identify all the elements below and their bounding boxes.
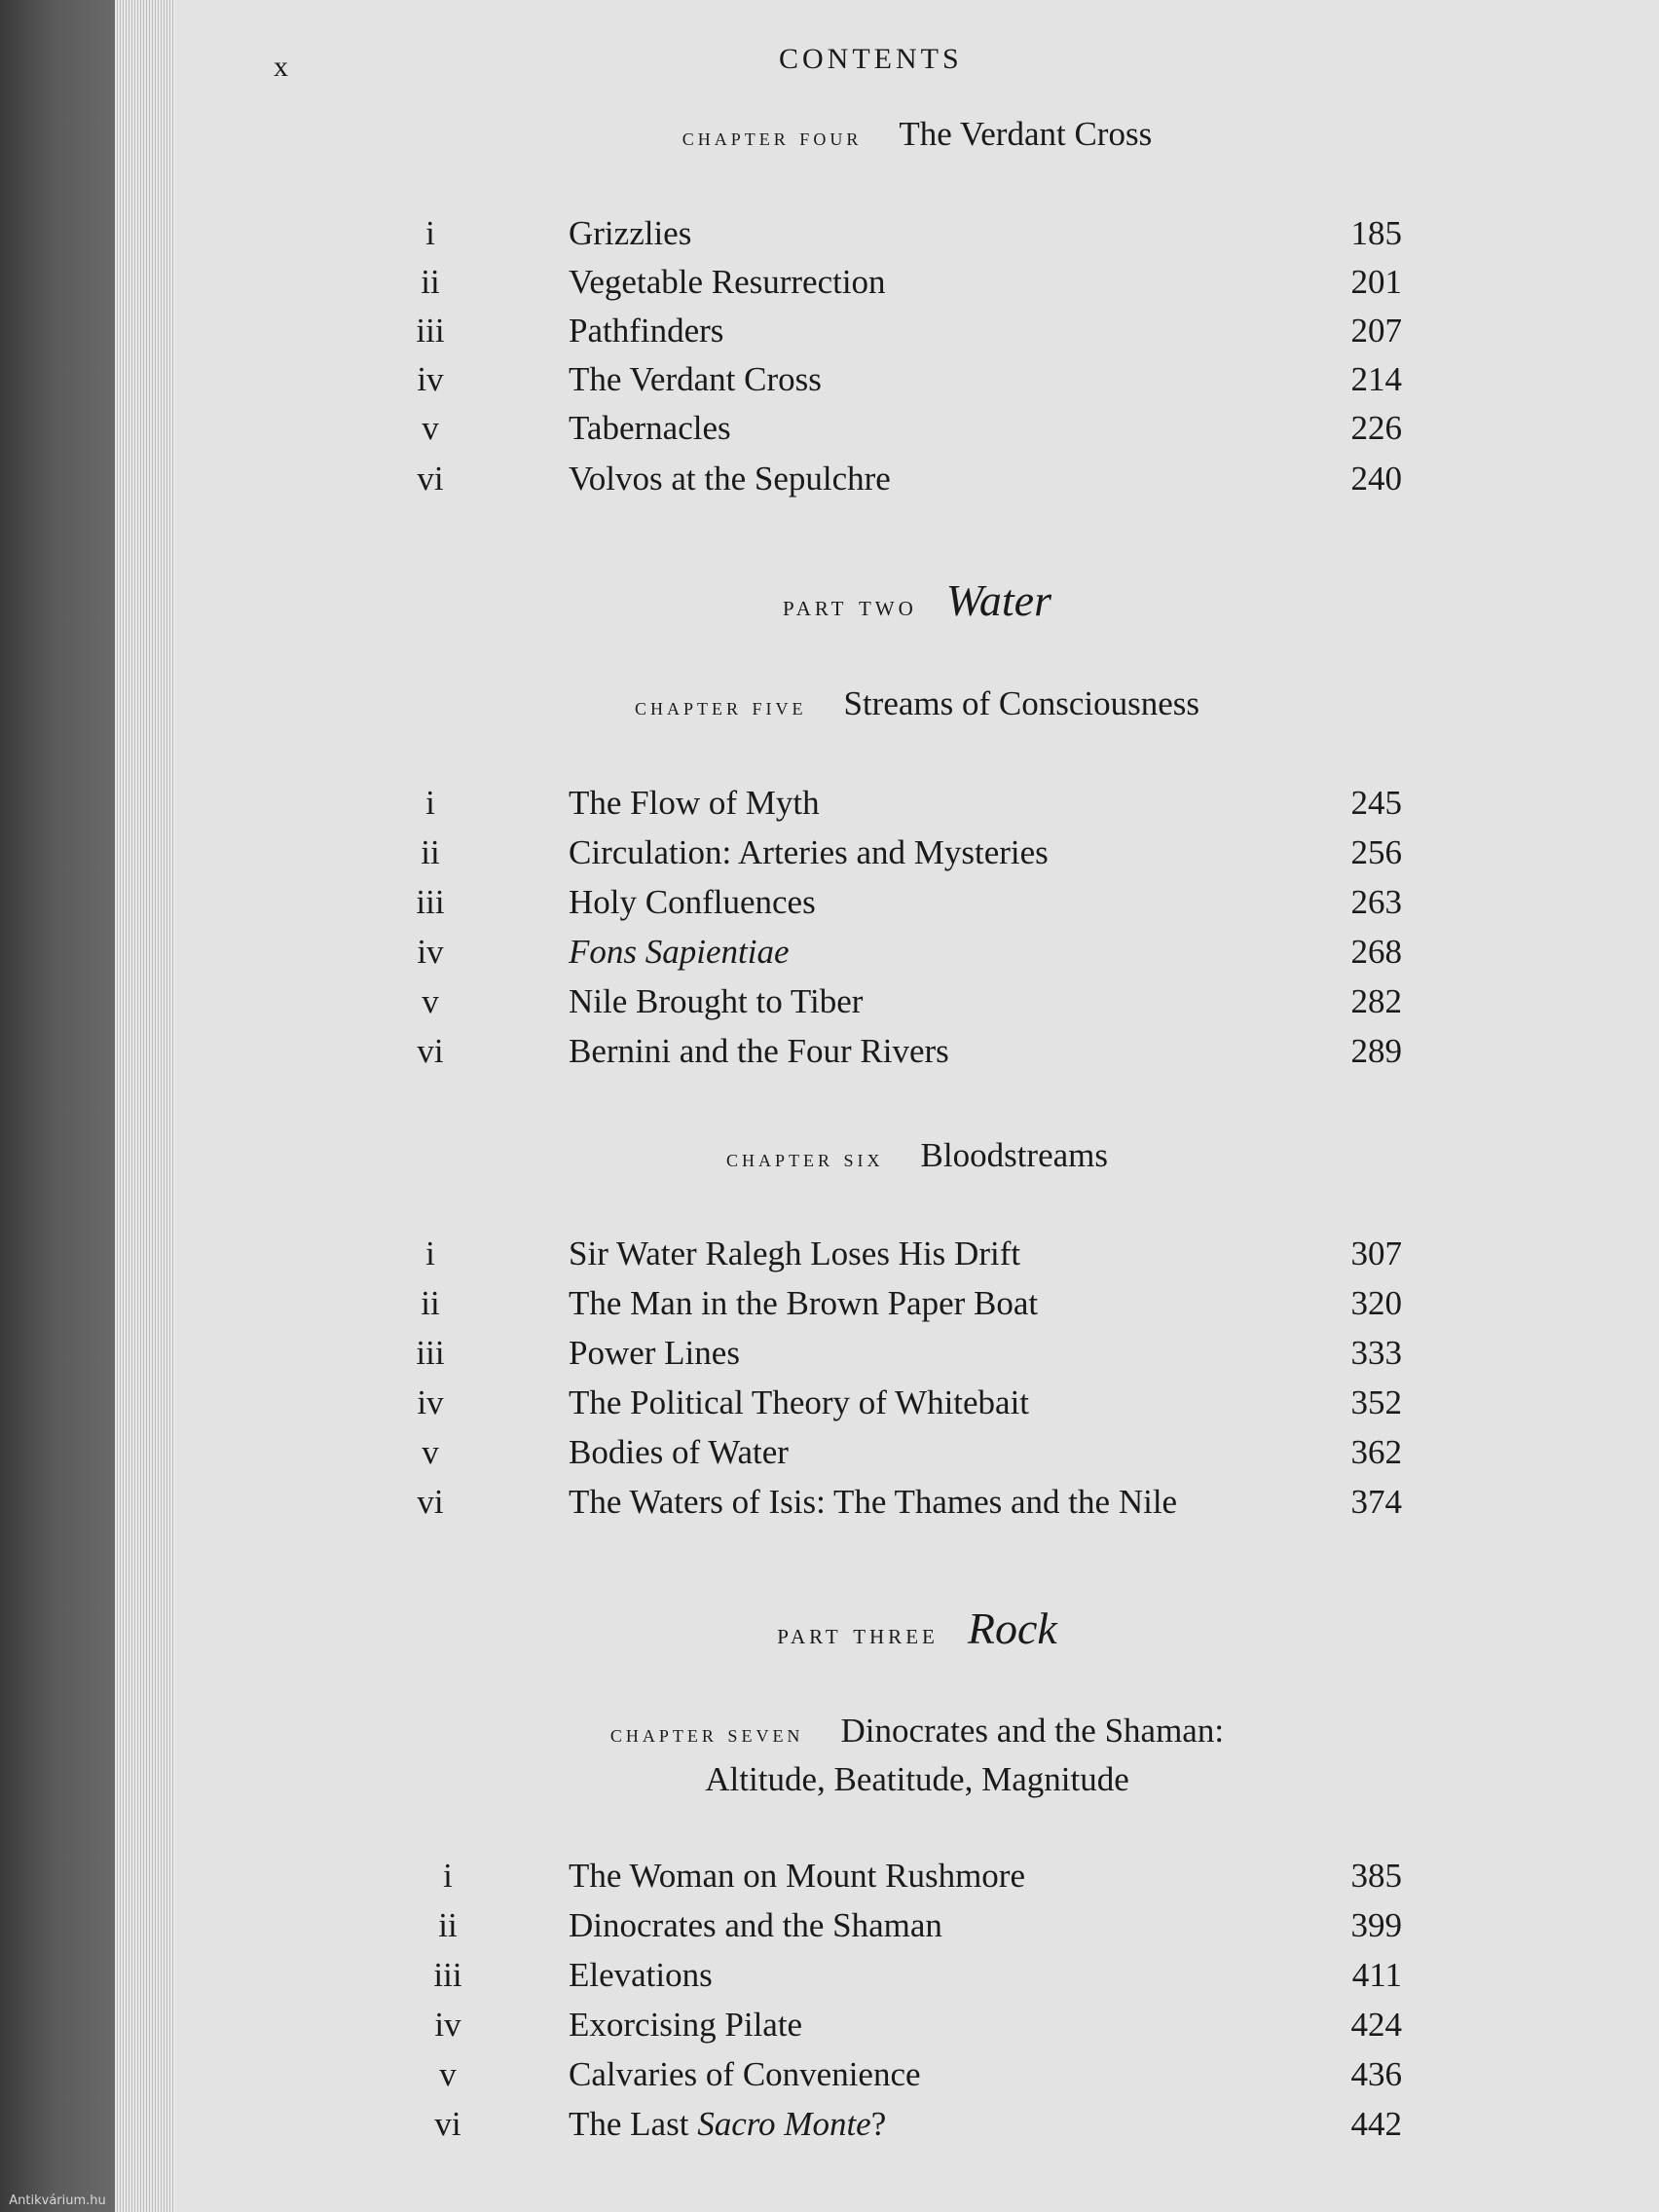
entry-page: 185 (1350, 214, 1402, 252)
entry-page: 399 (1350, 1906, 1402, 1944)
toc-entry (175, 1032, 1659, 1079)
toc-entry (175, 1483, 1659, 1530)
entry-number: i (425, 1235, 435, 1272)
entry-number: vi (417, 1032, 444, 1070)
entry-number: iii (416, 883, 445, 921)
entry-title (569, 2105, 886, 2144)
toc-entry (175, 312, 1659, 358)
entry-title: Volvos at the Sepulchre (569, 460, 891, 498)
entry-title: Holy Confluences (569, 883, 816, 921)
toc-entry (175, 1334, 1659, 1381)
part-heading (175, 1603, 1659, 1654)
toc-entry (175, 883, 1659, 930)
toc-entry (175, 409, 1659, 456)
entry-title-italic: Sacro Monte (697, 2105, 871, 2143)
entry-page: 289 (1350, 1032, 1402, 1070)
entry-page: 201 (1350, 263, 1402, 301)
entry-page: 333 (1350, 1334, 1402, 1372)
part-title: Water (945, 575, 1051, 625)
toc-entry (175, 1235, 1659, 1281)
toc-entry (175, 1383, 1659, 1430)
entry-number: iv (417, 933, 444, 971)
entry-title: Exorcising Pilate (569, 2006, 803, 2044)
folio: x (274, 51, 288, 83)
entry-number: vi (417, 460, 444, 498)
entry-title: Power Lines (569, 1334, 740, 1372)
toc-entry (175, 933, 1659, 979)
entry-title: Bernini and the Four Rivers (569, 1032, 949, 1070)
entry-number: ii (421, 833, 440, 871)
entry-title: The Woman on Mount Rushmore (569, 1857, 1025, 1895)
entry-title: Pathfinders (569, 312, 724, 350)
toc-entry (175, 460, 1659, 506)
entry-number: v (439, 2055, 457, 2093)
entry-number: i (425, 784, 435, 822)
entry-page: 256 (1350, 833, 1402, 871)
entry-page: 226 (1350, 409, 1402, 447)
entry-title: Vegetable Resurrection (569, 263, 886, 301)
chapter-title: Streams of Consciousness (843, 684, 1200, 722)
toc-entry (175, 214, 1659, 261)
part-heading (175, 574, 1659, 626)
part-label: part two (782, 590, 917, 622)
chapter-label: chapter seven (609, 1719, 804, 1748)
entry-number: i (425, 214, 435, 252)
entry-page: 362 (1350, 1433, 1402, 1471)
entry-title: The Political Theory of Whitebait (569, 1383, 1030, 1421)
entry-page: 385 (1350, 1857, 1402, 1895)
part-label: part three (777, 1618, 939, 1650)
chapter-heading (175, 1136, 1659, 1175)
chapter-heading (175, 684, 1659, 723)
chapter-label: chapter six (726, 1144, 884, 1172)
entry-number: iii (416, 312, 445, 350)
entry-title-after: ? (870, 2105, 887, 2143)
toc-entry (175, 263, 1659, 310)
entry-page: 282 (1350, 982, 1402, 1020)
entry-number: ii (421, 263, 440, 301)
entry-number: vi (417, 1483, 444, 1521)
entry-page: 207 (1350, 312, 1402, 350)
toc-entry (175, 1433, 1659, 1480)
entry-page: 268 (1350, 933, 1402, 971)
entry-title: Nile Brought to Tiber (569, 982, 864, 1020)
entry-number: i (443, 1857, 453, 1895)
entry-number: ii (421, 1284, 440, 1322)
running-head: CONTENTS (779, 43, 963, 75)
entry-page: 436 (1350, 2055, 1402, 2093)
entry-page: 374 (1350, 1483, 1402, 1521)
entry-page: 307 (1350, 1235, 1402, 1272)
toc-entry (175, 833, 1659, 880)
entry-title: The Verdant Cross (569, 360, 822, 398)
entry-page: 245 (1350, 784, 1402, 822)
chapter-title: Bloodstreams (920, 1136, 1108, 1174)
toc-entry (175, 2055, 1659, 2102)
entry-title: Calvaries of Convenience (569, 2055, 921, 2093)
entry-number: v (422, 409, 439, 447)
chapter-label: chapter four (682, 123, 863, 151)
toc-entry (175, 1956, 1659, 2003)
entry-page: 263 (1350, 883, 1402, 921)
part-title: Rock (967, 1604, 1057, 1653)
entry-title: Dinocrates and the Shaman (569, 1906, 942, 1944)
entry-page: 214 (1350, 360, 1402, 398)
entry-number: vi (434, 2105, 461, 2143)
entry-page: 352 (1350, 1383, 1402, 1421)
toc-entry (175, 784, 1659, 830)
entry-number: iii (433, 1956, 462, 1994)
book-spine-shadow (0, 0, 115, 2212)
entry-number: iii (416, 1334, 445, 1372)
entry-title: The Man in the Brown Paper Boat (569, 1284, 1039, 1322)
entry-number: v (422, 1433, 439, 1471)
toc-entry (175, 2105, 1659, 2152)
entry-title: The Flow of Myth (569, 784, 820, 822)
chapter-label: chapter five (634, 692, 807, 720)
toc-entry (175, 360, 1659, 407)
entry-page: 442 (1350, 2105, 1402, 2143)
entry-number: iv (417, 360, 444, 398)
watermark: Antikvárium.hu (9, 2194, 106, 2208)
toc-entry (175, 982, 1659, 1029)
entry-title: Tabernacles (569, 409, 731, 447)
chapter-heading (175, 1712, 1659, 1751)
entry-title-roman: The Last (569, 2105, 698, 2143)
chapter-subtitle: Altitude, Beatitude, Magnitude (705, 1760, 1129, 1798)
entry-page: 240 (1350, 460, 1402, 498)
toc-entry (175, 1284, 1659, 1331)
entry-title: The Waters of Isis: The Thames and the Nile (569, 1483, 1178, 1521)
chapter-heading (175, 115, 1659, 154)
entry-title: Grizzlies (569, 214, 692, 252)
chapter-title: Dinocrates and the Shaman: (840, 1712, 1225, 1750)
entry-page: 320 (1350, 1284, 1402, 1322)
page-edges (115, 0, 175, 2212)
entry-title: Bodies of Water (569, 1433, 789, 1471)
entry-title: Elevations (569, 1956, 713, 1994)
entry-page: 411 (1351, 1956, 1402, 1994)
entry-page: 424 (1350, 2006, 1402, 2044)
contents-page (175, 0, 1659, 2212)
toc-entry (175, 2006, 1659, 2052)
toc-entry (175, 1857, 1659, 1903)
entry-number: iv (434, 2006, 461, 2044)
chapter-title: The Verdant Cross (899, 115, 1153, 153)
entry-title: Circulation: Arteries and Mysteries (569, 833, 1049, 871)
entry-title: Sir Water Ralegh Loses His Drift (569, 1235, 1021, 1272)
entry-number: ii (438, 1906, 458, 1944)
entry-title: Fons Sapientiae (569, 933, 790, 971)
entry-number: iv (417, 1383, 444, 1421)
entry-number: v (422, 982, 439, 1020)
toc-entry (175, 1906, 1659, 1953)
